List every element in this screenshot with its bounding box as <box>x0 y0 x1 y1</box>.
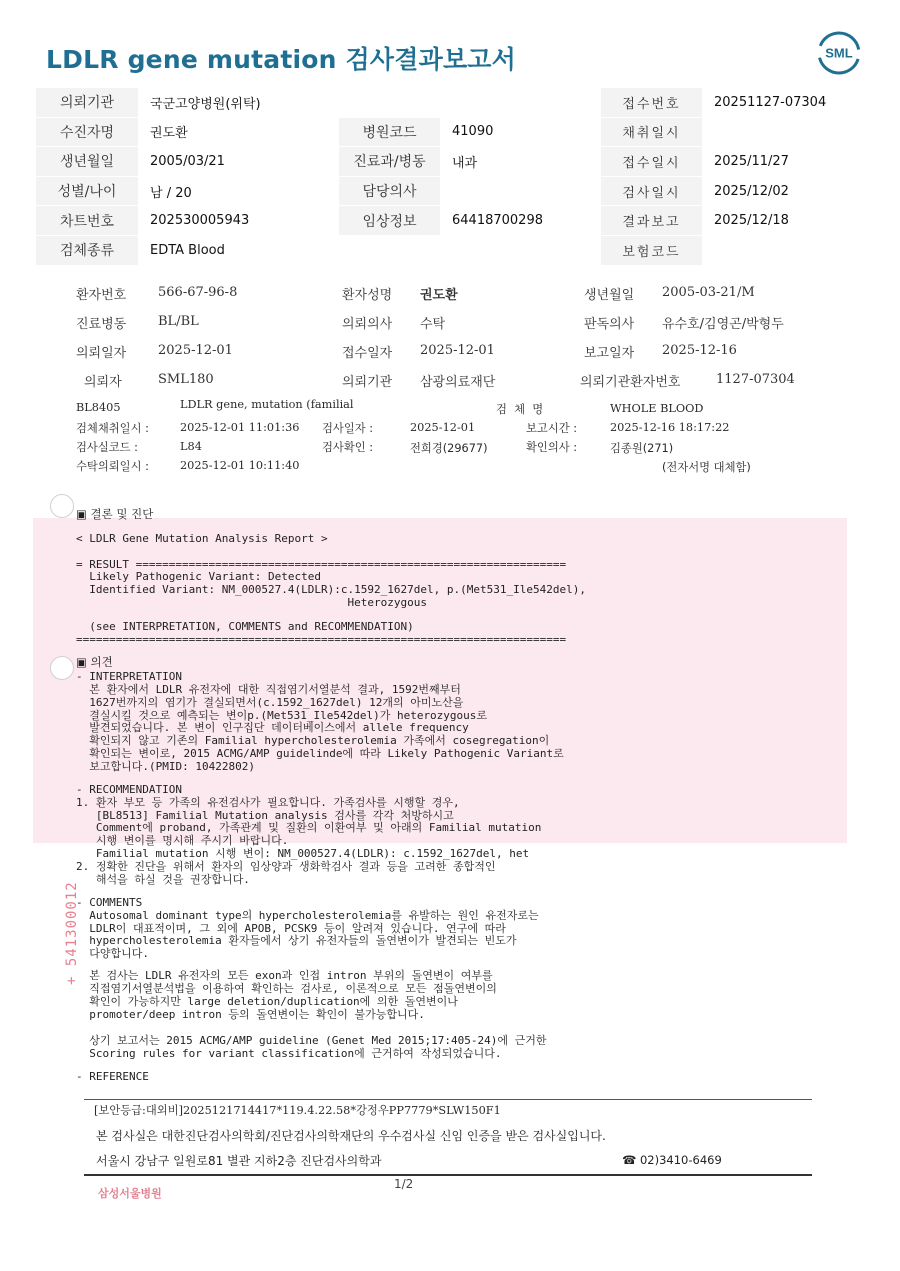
req-org: 삼광의료재단 <box>420 375 496 390</box>
header-label: 접수번호 <box>601 88 702 117</box>
header-value: 국군고양병원(위탁) <box>138 88 339 117</box>
header-label: 보험코드 <box>601 235 702 265</box>
header-label: 접수일시 <box>601 147 702 177</box>
label-report-time: 보고시간 : <box>526 422 578 435</box>
report-line: (see INTERPRETATION, COMMENTS and RECOMMENDATION) <box>76 620 414 633</box>
header-value <box>702 235 864 265</box>
confirm: 전희경(29677) <box>410 442 488 455</box>
label-ref-doc: 의뢰의사 <box>342 317 393 332</box>
report-line: 확인되지 않고 기존의 Familial hypercholesterolemia 가족에서 cosegregation이 <box>76 734 550 747</box>
header-label: 임상정보 <box>339 206 440 236</box>
header-label: 의뢰기관 <box>36 88 138 117</box>
report-line: [BL8513] Familial Mutation analysis 검사를 각각 처방하시고 <box>76 809 454 822</box>
report-line: LDLR이 대표적이며, 그 외에 APOB, PCSK9 등이 알려져 있습니다. 연구에 따라 <box>76 922 506 935</box>
report-line: Scoring rules for variant classification에 근거하여 작성되었습니다. <box>76 1047 502 1060</box>
label-patient-name: 환자성명 <box>342 288 393 303</box>
header-value: 내과 <box>440 147 601 177</box>
header-label: 검사일시 <box>601 176 702 206</box>
report-line: 시행 변이를 명시해 주시기 바랍니다. <box>76 834 289 847</box>
lab-code: L84 <box>180 440 202 453</box>
header-value <box>702 117 864 147</box>
label-req-date: 의뢰일자 <box>76 346 127 361</box>
report-line: promoter/deep intron 등의 돌연변이는 확인이 불가능합니다. <box>76 1008 425 1021</box>
report-line: ========================================================================== <box>76 633 567 646</box>
report-line: 발견되었습니다. 본 변이 인구집단 데이터베이스에서 allele frequency <box>76 721 469 734</box>
header-value: 2025/12/02 <box>702 176 864 206</box>
report-line: 본 환자에서 LDLR 유전자에 대한 직접염기서열분석 결과, 1592번째부터 <box>76 683 461 696</box>
logo-text: SML <box>825 45 853 61</box>
header-label: 채취일시 <box>601 117 702 147</box>
report-line: 결실시킬 것으로 예측되는 변이p.(Met531_Ile542del)가 heterozygous로 <box>76 709 488 722</box>
header-label: 검체종류 <box>36 235 138 265</box>
footer-rule-top <box>84 1099 812 1100</box>
report-line: 본 검사는 LDLR 유전자의 모든 exon과 인접 intron 부위의 돌연변이 여부를 <box>76 969 493 982</box>
label-req-org-pt: 의뢰기관환자번호 <box>580 375 681 390</box>
header-value: 남 / 20 <box>138 176 339 206</box>
label-patient-no: 환자번호 <box>76 288 127 303</box>
label-read-doc: 판독의사 <box>584 317 635 332</box>
phone: ☎ 02)3410-6469 <box>622 1153 722 1167</box>
collected: 2025-12-01 11:01:36 <box>180 421 300 434</box>
label-confirm: 검사확인 : <box>322 441 374 454</box>
label-rcv-date: 접수일자 <box>342 346 393 361</box>
ref-doc: 수탁 <box>420 317 446 332</box>
report-line: Heterozygous <box>76 596 427 609</box>
report-line: 2. 정확한 진단을 위해서 환자의 임상양과 생화학검사 결과 등을 고려한 종합적인 <box>76 860 496 873</box>
header-row <box>36 206 864 236</box>
report-line: = RESULT ================================================================= <box>76 558 567 571</box>
label-specimen: 검 체 명 <box>496 403 544 416</box>
report-line: ▣ 결론 및 진단 <box>76 507 154 521</box>
header-value: 2005/03/21 <box>138 147 339 177</box>
sml-logo <box>816 30 862 76</box>
label-req-org: 의뢰기관 <box>342 375 393 390</box>
report-line: Autosomal dominant type의 hypercholesterolemia를 유발하는 원인 유전자로는 <box>76 909 539 922</box>
report-line: - RECOMMENDATION <box>76 783 182 796</box>
label-test-date: 검사일자 : <box>322 422 374 435</box>
header-label: 성별/나이 <box>36 176 138 206</box>
header-value <box>440 88 601 117</box>
report-line: 다양합니다. <box>76 947 149 960</box>
test-code: BL8405 <box>76 401 121 414</box>
label-confirm-doc: 확인의사 : <box>526 441 578 454</box>
header-row <box>36 147 864 177</box>
header-value: 41090 <box>440 117 601 147</box>
requester: SML180 <box>158 372 214 387</box>
label-consign: 수탁의뢰일시 : <box>76 460 149 473</box>
punch-hole-top <box>50 494 74 518</box>
report-time: 2025-12-16 18:17:22 <box>610 421 730 434</box>
read-doc: 유수호/김영곤/박형두 <box>662 317 784 332</box>
rep-date: 2025-12-16 <box>662 343 737 358</box>
consign: 2025-12-01 10:11:40 <box>180 459 300 472</box>
report-line: 보고합니다.(PMID: 10422802) <box>76 760 255 773</box>
report-line: 상기 보고서는 2015 ACMG/AMP guideline (Genet Med 2015;17:405-24)에 근거한 <box>76 1034 547 1047</box>
address-line: 서울시 강남구 일원로81 별관 지하2층 진단검사의학과 <box>96 1154 382 1168</box>
rcv-date: 2025-12-01 <box>420 343 495 358</box>
report-line: < LDLR Gene Mutation Analysis Report > <box>76 532 328 545</box>
cert-line: 본 검사실은 대한진단검사의학회/진단검사의학재단의 우수검사실 신임 인증을 받은 검사실입니다. <box>96 1129 606 1143</box>
header-label: 결과보고 <box>601 206 702 236</box>
report-line: Comment에 proband, 가족관계 및 질환의 이환여부 및 아래의 Familial mutation <box>76 821 542 834</box>
security-line: [보안등급:대외비]2025121714417*119.4.22.58*강정우PP7779*SLW150F1 <box>94 1104 501 1117</box>
report-line: - INTERPRETATION <box>76 670 182 683</box>
test-name: LDLR gene, mutation (familial <box>180 398 354 411</box>
header-value: 2025/12/18 <box>702 206 864 236</box>
report-line: 직접염기서열분석법을 이용하여 확인하는 검사로, 이론적으로 모든 점돌연변이의 <box>76 982 497 995</box>
report-line: hypercholesterolemia 환자들에서 상기 유전자들의 돌연변이가 발견되는 빈도가 <box>76 934 517 947</box>
dob: 2005-03-21/M <box>662 285 755 300</box>
footer-rule-bottom <box>84 1174 812 1176</box>
confirm-doc: 김종원(271) <box>610 442 674 455</box>
header-value: 64418700298 <box>440 206 601 236</box>
label-lab-code: 검사실코드 : <box>76 441 138 454</box>
req-date: 2025-12-01 <box>158 343 233 358</box>
hospital-logo: 삼성서울병원 <box>98 1187 162 1200</box>
label-collected: 검체채취일시 : <box>76 422 149 435</box>
header-row <box>36 235 864 265</box>
header-label: 병원코드 <box>339 117 440 147</box>
header-value: EDTA Blood <box>138 235 339 265</box>
header-value: 권도환 <box>138 117 339 147</box>
report-line: Likely Pathogenic Variant: Detected <box>76 570 322 583</box>
report-line: ▣ 의견 <box>76 655 113 669</box>
ward: BL/BL <box>158 314 199 329</box>
punch-hole-mid <box>50 656 74 680</box>
side-stamp: + 541300012 <box>64 881 80 985</box>
header-row <box>36 88 864 117</box>
report-line: - REFERENCE <box>76 1070 149 1083</box>
header-label <box>339 88 440 117</box>
report-line: 1. 환자 부모 등 가족의 유전검사가 필요합니다. 가족검사를 시행할 경우, <box>76 796 460 809</box>
patient-no: 566-67-96-8 <box>158 285 238 300</box>
patient-name: 권도환 <box>420 288 458 303</box>
header-label: 진료과/병동 <box>339 147 440 177</box>
label-dob: 생년월일 <box>584 288 635 303</box>
header-value: 20251127-07304 <box>702 88 864 117</box>
header-row <box>36 176 864 206</box>
header-label: 담당의사 <box>339 176 440 206</box>
header-table <box>36 88 864 266</box>
header-value: 202530005943 <box>138 206 339 236</box>
header-label: 차트번호 <box>36 206 138 236</box>
header-value: 2025/11/27 <box>702 147 864 177</box>
header-row <box>36 117 864 147</box>
header-value <box>440 176 601 206</box>
header-label: 수진자명 <box>36 117 138 147</box>
report-line: 1627번까지의 염기가 결실되면서(c.1592_1627del) 12개의 아미노산을 <box>76 696 464 709</box>
report-line: - COMMENTS <box>76 896 143 909</box>
page-number: 1/2 <box>394 1177 414 1191</box>
label-ward: 진료병동 <box>76 317 127 332</box>
test-date: 2025-12-01 <box>410 421 476 434</box>
header-value <box>440 235 601 265</box>
specimen: WHOLE BLOOD <box>610 402 704 415</box>
report-line: 확인이 가능하지만 large deletion/duplication에 의한 돌연변이나 <box>76 995 458 1008</box>
req-org-pt: 1127-07304 <box>716 372 795 387</box>
header-label: 생년월일 <box>36 147 138 177</box>
report-line: 해석을 하실 것을 권장합니다. <box>76 873 250 886</box>
label-rep-date: 보고일자 <box>584 346 635 361</box>
report-title: LDLR gene mutation 검사결과보고서 <box>46 45 516 74</box>
esign-note: (전자서명 대체함) <box>662 461 751 474</box>
label-requester: 의뢰자 <box>84 375 122 390</box>
report-line: Familial mutation 시행 변이: NM_000527.4(LDLR): c.1592_1627del, het <box>76 847 530 860</box>
header-label <box>339 235 440 265</box>
report-line: 확인되는 변이로, 2015 ACMG/AMP guidelinde에 따라 Likely Pathogenic Variant로 <box>76 747 564 760</box>
report-line: Identified Variant: NM_000527.4(LDLR):c.1592_1627del, p.(Met531_Ile542del), <box>76 583 586 596</box>
